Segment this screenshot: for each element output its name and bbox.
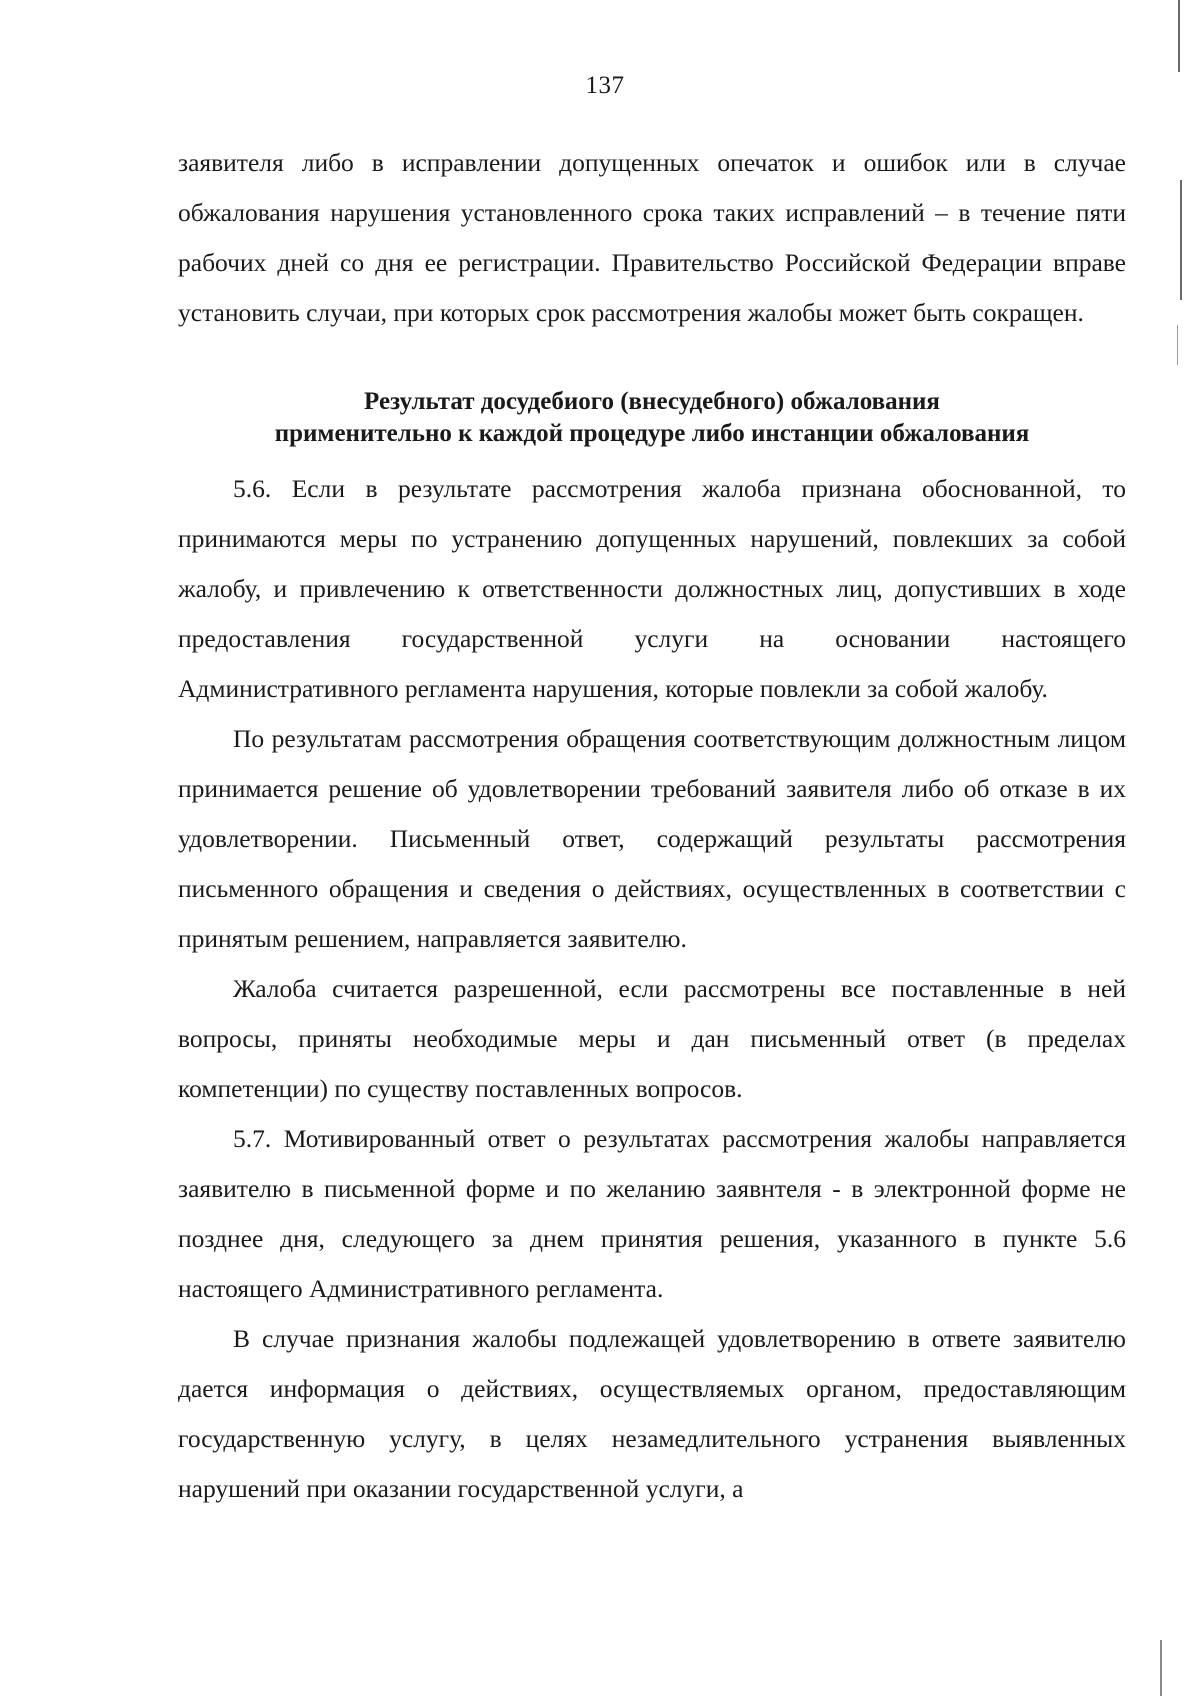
section-heading-line: Результат досудебиого (внесудебного) обжалования — [364, 388, 940, 415]
opening-paragraph: заявителя либо в исправлении допущенных опечаток и ошибок или в случае обжалования нарушения установленного срока таких исправлений – в течение пяти рабочих дней со дня ее регистрации. Правительство Российской Федерации вправе установить случаи, при которых срок рассмотрения жалобы может быть сокращен. — [178, 148, 1126, 327]
paragraph-5-6: 5.6. Если в результате рассмотрения жалоба признана обоснованной, то принимаются меры по устранению допущенных нарушений, повлекших за собой жалобу, и привлечению к ответственности должностных лиц, допустивших в ходе предоставления государственной услуги на основании настоящего Административного регламента нарушения, которые повлекли за собой жалобу. — [178, 474, 1126, 703]
paragraph-resolved: Жалоба считается разрешенной, если рассмотрены все поставленные в ней вопросы, приняты необходимые меры и дан письменный ответ (в пределах компетенции) по существу поставленных вопросов. — [178, 974, 1126, 1103]
paragraph-satisfaction: В случае признания жалобы подлежащей удовлетворению в ответе заявителю дается информация о действиях, осуществляемых органом, предоставляющим государственную услугу, в целях незамедлительного устранения выявленных нарушений при оказании государственной услуги, а — [178, 1324, 1126, 1503]
section-heading — [178, 386, 1126, 450]
scan-edge-mark — [1177, 325, 1178, 365]
document-body — [178, 138, 1126, 1514]
page-number: 137 — [585, 72, 625, 99]
section-heading-line: применительно к каждой процедуре либо инстанции обжалования — [274, 420, 1030, 447]
scan-edge-mark — [1160, 1640, 1162, 1696]
scan-edge-mark — [1178, 0, 1180, 72]
paragraph-5-7: 5.7. Мотивированный ответ о результатах рассмотрения жалобы направляется заявителю в письменной форме и по желанию заявнтеля - в электронной форме не позднее дня, следующего за днем принятия решения, указанного в пункте 5.6 настоящего Административного регламента. — [178, 1124, 1126, 1303]
scan-edge-mark — [1180, 180, 1182, 300]
paragraph-decision: По результатам рассмотрения обращения соответствующим должностным лицом принимается решение об удовлетворении требований заявителя либо об отказе в их удовлетворении. Письменный ответ, содержащий результаты рассмотрения письменного обращения и сведения о действиях, осуществленных в соответствии с принятым решением, направляется заявителю. — [178, 724, 1126, 953]
